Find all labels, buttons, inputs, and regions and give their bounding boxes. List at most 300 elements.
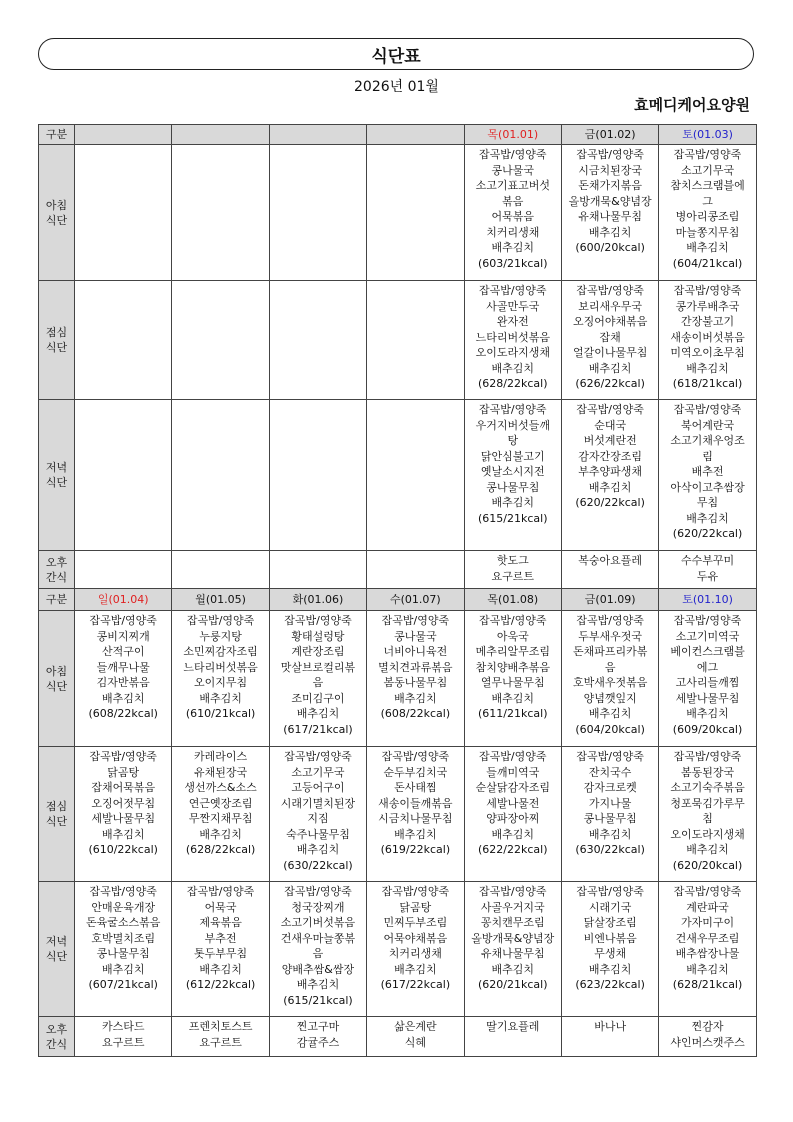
menu-item: 맛살브로컬리볶	[280, 660, 356, 674]
lunch-menu-cell	[561, 747, 658, 882]
lunch-menu-cell	[659, 281, 756, 400]
menu-item: 사골우거지국	[480, 900, 545, 914]
menu-item: 배추김치	[588, 225, 632, 239]
date-cell: 금(01.09)	[561, 589, 658, 611]
date-cell	[172, 125, 269, 145]
menu-item: 소민찌감자조림	[183, 645, 258, 658]
menu-item: (628/22kcal)	[478, 377, 548, 390]
menu-item: 잡곡밥/영양죽	[89, 885, 157, 898]
menu-item: (617/22kcal)	[380, 978, 451, 991]
menu-item: 잡곡밥/영양죽	[576, 284, 644, 297]
menu-item: 소고기숙주볶음	[670, 781, 745, 794]
menu-item: 가자미구이	[680, 916, 735, 929]
lunch-menu-cell	[464, 747, 561, 882]
snack-menu-cell	[269, 1017, 366, 1057]
lunch-menu-cell	[464, 281, 561, 400]
menu-item: 배추쌈장나물	[675, 947, 740, 960]
menu-item: 잔치국수	[588, 765, 632, 779]
org-name: 효메디케어요양원	[634, 96, 750, 114]
menu-item: 멸치견과류볶음	[378, 660, 453, 674]
menu-item: 배추김치	[686, 241, 729, 254]
menu-item: (607/21kcal)	[88, 978, 158, 991]
menu-item: 콩나물국	[491, 163, 535, 177]
breakfast-menu-cell	[75, 611, 172, 747]
meal-table	[38, 124, 757, 1057]
menu-item: 순두부김치국	[383, 765, 448, 779]
menu-item: 유채나물무침	[578, 210, 643, 223]
menu-item: (628/22kcal)	[185, 843, 256, 856]
lunch-menu-cell	[75, 281, 172, 400]
menu-item: 배추김치	[101, 962, 145, 976]
menu-item: 돈채파프리카볶	[572, 645, 648, 658]
menu-item: (612/22kcal)	[185, 978, 256, 991]
row-label-dinner: 저녁 식단	[39, 882, 75, 1017]
week-1-date-row	[39, 125, 757, 145]
menu-item: 어묵국	[204, 900, 237, 914]
menu-item: 무짠지채무침	[188, 812, 253, 825]
menu-item: 잡곡밥/영양죽	[479, 885, 547, 898]
breakfast-menu-cell	[561, 611, 658, 747]
menu-item: 새송이들깨볶음	[378, 796, 453, 810]
menu-item: 유채된장국	[194, 765, 248, 779]
menu-item: (604/21kcal)	[672, 256, 743, 270]
breakfast-menu-cell	[561, 145, 658, 281]
menu-item: 잡곡밥/영양죽	[673, 750, 742, 763]
menu-item: 잡곡밥/영양죽	[479, 750, 547, 763]
menu-item: 생선까스&소스	[184, 781, 257, 794]
menu-item: 아욱국	[496, 629, 529, 643]
menu-item: 잡곡밥/영양죽	[673, 284, 742, 297]
menu-item: 얼갈이나물무침	[572, 346, 648, 359]
menu-item: (618/21kcal)	[672, 377, 743, 390]
menu-item: 건새우마늘쫑볶	[280, 931, 356, 945]
menu-item: 민찌두부조림	[383, 916, 448, 929]
dinner-menu-cell	[561, 882, 658, 1017]
dinner-menu-cell	[464, 400, 561, 551]
menu-item: 부추전	[204, 931, 237, 945]
menu-item: 오징어야채볶음	[572, 315, 648, 328]
menu-item: 두유	[696, 569, 719, 583]
menu-item: (630/22kcal)	[575, 843, 645, 856]
menu-item: 호박멸치조림	[91, 931, 156, 945]
menu-item: 배추김치	[588, 962, 632, 976]
menu-item: 배추김치	[199, 827, 242, 841]
dinner-menu-cell	[172, 882, 269, 1017]
menu-item: 잡곡밥/영양죽	[479, 148, 547, 161]
snack-menu-cell	[659, 1017, 756, 1057]
snack-menu-cell	[561, 551, 658, 589]
menu-item: 병아리콩조림	[675, 210, 740, 223]
menu-item: 올방개묵&양념장	[471, 931, 555, 945]
menu-item: 배추김치	[686, 962, 729, 976]
menu-item: 잡곡밥/영양죽	[576, 885, 644, 898]
menu-item: 베이컨스크램블	[670, 645, 745, 658]
menu-item: 배추전	[691, 465, 724, 478]
menu-item: (610/22kcal)	[88, 843, 158, 856]
menu-item: 톳두부무침	[194, 947, 248, 960]
menu-item: (623/22kcal)	[575, 978, 645, 991]
menu-item: 오이도라지생채	[670, 827, 745, 841]
menu-item: 산적구이	[101, 645, 145, 658]
menu-item: 닭살장조림	[583, 916, 637, 929]
menu-item: 북어계란국	[680, 418, 735, 432]
menu-item: 양파장아찌	[486, 812, 540, 825]
menu-item: 음	[312, 676, 324, 689]
menu-item: 잡곡밥/영양죽	[381, 614, 450, 627]
menu-item: 숙주나물무침	[286, 827, 350, 841]
date-cell: 목(01.08)	[464, 589, 561, 611]
menu-item: 우거지버섯들깨	[475, 418, 550, 432]
menu-item: 찐고구마	[296, 1020, 340, 1033]
menu-item: 간장불고기	[680, 315, 735, 328]
dinner-menu-cell	[659, 400, 756, 551]
menu-item: 봄동나물무침	[383, 676, 448, 689]
menu-item: 콩나물국	[394, 629, 437, 643]
menu-item: 안매운육개장	[91, 900, 156, 914]
menu-item: 콩나물무침	[96, 947, 150, 960]
menu-item: 잡곡밥/영양죽	[89, 614, 157, 627]
menu-item: 닭곰탕	[107, 765, 140, 779]
menu-item: 시금치나물무침	[378, 812, 453, 825]
menu-item: 사골만두국	[486, 299, 540, 313]
row-label-gubun: 구분	[39, 125, 75, 145]
menu-item: 소고기미역국	[675, 629, 740, 643]
menu-item: 고사리들깨찜	[675, 676, 740, 689]
snack-menu-cell	[659, 551, 756, 589]
menu-item: 배추김치	[101, 691, 145, 705]
menu-item: 잡곡밥/영양죽	[284, 885, 352, 898]
date-cell	[75, 125, 172, 145]
menu-item: 잡곡밥/영양죽	[576, 614, 644, 627]
menu-item: 복숭아요플레	[578, 554, 643, 567]
menu-item: 배추김치	[588, 707, 632, 720]
menu-item: 배추김치	[296, 978, 340, 991]
title-box	[38, 38, 754, 70]
menu-item: 배추김치	[686, 361, 729, 375]
menu-item: 배추김치	[394, 691, 437, 705]
menu-item: 배추김치	[394, 827, 437, 841]
date-cell: 토(01.03)	[659, 125, 756, 145]
menu-item: 양배추쌈&쌈장	[281, 962, 355, 976]
menu-item: 림	[702, 449, 713, 463]
menu-item: (609/20kcal)	[672, 722, 743, 736]
menu-item: 삶은계란	[394, 1020, 437, 1033]
menu-item: 잡곡밥/영양죽	[186, 885, 255, 898]
menu-item: 배추김치	[491, 691, 535, 705]
date-cell: 수(01.07)	[367, 589, 464, 611]
snack-menu-cell	[172, 551, 269, 589]
snack-menu-cell	[561, 1017, 658, 1057]
date-cell: 토(01.10)	[659, 589, 756, 611]
menu-item: 배추김치	[686, 707, 729, 720]
menu-item: 잡곡밥/영양죽	[381, 750, 450, 763]
menu-item: 오이도라지생채	[475, 346, 550, 359]
menu-item: 버섯계란전	[583, 434, 637, 447]
menu-item: (620/22kcal)	[672, 527, 743, 540]
menu-item: (615/21kcal)	[283, 993, 353, 1007]
row-label-snack: 오후 간식	[39, 1017, 75, 1057]
menu-item: 배추김치	[588, 361, 632, 375]
menu-item: 치커리생채	[486, 225, 540, 239]
menu-item: 순살닭감자조림	[475, 781, 550, 794]
week-2-lunch-row	[39, 747, 757, 882]
menu-item: 잡곡밥/영양죽	[673, 614, 742, 627]
menu-item: 소고기무국	[291, 765, 345, 779]
date-cell	[269, 125, 366, 145]
menu-item: 세발나물무침	[91, 812, 156, 825]
menu-item: 잡곡밥/영양죽	[479, 284, 547, 297]
menu-item: 느타리버섯볶음	[475, 330, 550, 344]
breakfast-menu-cell	[464, 611, 561, 747]
menu-item: 보리새우무국	[578, 299, 643, 313]
menu-item: (611/21kcal)	[478, 707, 548, 720]
menu-item: 소고기채우엉조	[670, 434, 745, 447]
snack-menu-cell	[75, 1017, 172, 1057]
menu-item: 연근옛장조림	[188, 796, 253, 810]
menu-item: 미역오이초무침	[670, 346, 745, 359]
menu-item: 청포묵김가루무	[670, 796, 745, 810]
menu-item: 계란파국	[686, 900, 729, 914]
menu-item: 꽁치캔무조림	[480, 916, 545, 929]
menu-item: 참치양배추볶음	[475, 660, 550, 674]
menu-item: 그	[702, 194, 713, 208]
menu-item: 너비아니육전	[383, 645, 448, 658]
menu-item: 배추김치	[686, 511, 729, 525]
menu-item: 들깨무나물	[96, 660, 150, 674]
breakfast-menu-cell	[269, 145, 366, 281]
breakfast-menu-cell	[464, 145, 561, 281]
breakfast-menu-cell	[367, 145, 464, 281]
menu-item: 세발나물전	[486, 796, 540, 810]
menu-item: (600/20kcal)	[575, 241, 645, 254]
menu-item: 배추김치	[491, 361, 535, 375]
week-2-snack-row	[39, 1017, 757, 1057]
menu-item: 김자반볶음	[96, 676, 150, 689]
lunch-menu-cell	[561, 281, 658, 400]
menu-item: 치커리생채	[388, 947, 442, 960]
week-2-breakfast-row	[39, 611, 757, 747]
lunch-menu-cell	[172, 747, 269, 882]
menu-item: 잡곡밥/영양죽	[186, 614, 255, 627]
dinner-menu-cell	[561, 400, 658, 551]
menu-item: 배추김치	[588, 827, 632, 841]
menu-item: 새송이버섯볶음	[670, 330, 745, 344]
menu-item: 누룽지탕	[199, 629, 242, 643]
breakfast-menu-cell	[659, 611, 756, 747]
dinner-menu-cell	[367, 882, 464, 1017]
lunch-menu-cell	[659, 747, 756, 882]
menu-item: 샤인머스캣주스	[670, 1035, 745, 1049]
menu-item: 아삭이고추쌈장	[670, 480, 745, 494]
menu-item: (620/21kcal)	[478, 978, 548, 991]
menu-item: 잡곡밥/영양죽	[673, 885, 742, 898]
menu-item: 황태설렁탕	[291, 629, 345, 643]
breakfast-menu-cell	[367, 611, 464, 747]
menu-item: 배추김치	[588, 480, 632, 494]
menu-item: 잡곡밥/영양죽	[576, 750, 644, 763]
menu-item: 들깨미역국	[486, 765, 540, 779]
menu-item: 고등어구이	[291, 781, 345, 794]
menu-item: 어묵야채볶음	[383, 931, 448, 945]
lunch-menu-cell	[367, 747, 464, 882]
date-cell: 일(01.04)	[75, 589, 172, 611]
menu-item: (619/22kcal)	[380, 843, 451, 856]
menu-item: 참치스크램블에	[670, 179, 745, 192]
menu-item: 핫도그	[496, 554, 529, 567]
menu-item: 오징어젓무침	[91, 796, 156, 810]
menu-item: 가지나물	[588, 796, 632, 810]
menu-item: 콩가루배추국	[675, 299, 740, 313]
menu-item: (622/22kcal)	[478, 843, 548, 856]
lunch-menu-cell	[367, 281, 464, 400]
menu-item: 옛날소시지전	[480, 465, 545, 478]
menu-item: 식혜	[404, 1035, 426, 1049]
menu-item: 잡곡밥/영양죽	[673, 403, 742, 416]
menu-item: 요구르트	[101, 1035, 145, 1049]
breakfast-menu-cell	[172, 611, 269, 747]
menu-item: 음	[604, 660, 616, 674]
menu-item: 시금치된장국	[578, 163, 643, 177]
menu-item: 콩나물무침	[486, 480, 540, 494]
menu-item: 배추김치	[491, 241, 535, 254]
menu-item: (620/22kcal)	[575, 496, 645, 509]
menu-item: 딸기요플레	[486, 1020, 540, 1033]
menu-item: 잡채어묵볶음	[91, 781, 156, 794]
date-cell	[367, 125, 464, 145]
menu-item: 느타리버섯볶음	[183, 660, 258, 674]
menu-item: 올방개묵&양념장	[568, 194, 652, 208]
menu-item: (610/21kcal)	[185, 707, 256, 720]
row-label-snack: 오후 간식	[39, 551, 75, 589]
dinner-menu-cell	[75, 400, 172, 551]
menu-item: 호박새우젓볶음	[572, 676, 648, 689]
menu-item: (608/22kcal)	[380, 707, 451, 720]
menu-item: 잡곡밥/영양죽	[576, 403, 644, 416]
menu-item: 잡곡밥/영양죽	[284, 750, 352, 763]
menu-item: 잡곡밥/영양죽	[381, 885, 450, 898]
menu-item: 시래기국	[588, 900, 632, 914]
menu-item: 순대국	[594, 418, 627, 432]
menu-item: 배추김치	[491, 496, 535, 509]
menu-item: 메추리알무조림	[475, 645, 550, 658]
row-label-dinner: 저녁 식단	[39, 400, 75, 551]
menu-item: 감자간장조림	[578, 449, 643, 463]
date-cell: 화(01.06)	[269, 589, 366, 611]
menu-item: (615/21kcal)	[478, 511, 548, 525]
menu-item: 감귤주스	[296, 1035, 340, 1049]
menu-item: 콩나물무침	[583, 812, 637, 825]
row-label-breakfast: 아침 식단	[39, 611, 75, 747]
menu-item: 닭안심불고기	[480, 449, 545, 463]
menu-item: 잡곡밥/영양죽	[479, 403, 547, 416]
menu-item: 지짐	[307, 812, 329, 825]
date-cell: 목(01.01)	[464, 125, 561, 145]
menu-item: 세발나물무침	[675, 691, 740, 705]
menu-item: 침	[702, 812, 713, 825]
row-label-breakfast: 아침 식단	[39, 145, 75, 281]
menu-item: 완자전	[496, 315, 529, 328]
menu-item: (608/22kcal)	[88, 707, 158, 720]
menu-item: 소고기무국	[680, 163, 735, 177]
menu-item: 요구르트	[199, 1035, 242, 1049]
menu-item: 돈육굴소스볶음	[86, 916, 161, 929]
row-label-lunch: 점심 식단	[39, 747, 75, 882]
breakfast-menu-cell	[659, 145, 756, 281]
menu-item: 계란장조림	[291, 645, 345, 658]
menu-item: (604/20kcal)	[575, 722, 645, 736]
lunch-menu-cell	[269, 281, 366, 400]
breakfast-menu-cell	[269, 611, 366, 747]
menu-item: 제육볶음	[199, 916, 242, 929]
menu-item: (620/20kcal)	[672, 858, 743, 872]
week-2-date-row	[39, 589, 757, 611]
menu-item: 찐감자	[691, 1020, 724, 1033]
menu-item: 어묵볶음	[491, 210, 535, 223]
menu-item: 배추김치	[296, 707, 340, 720]
snack-menu-cell	[172, 1017, 269, 1057]
menu-item: 두부새우젓국	[578, 629, 643, 643]
menu-item: 부추양파생채	[578, 465, 643, 478]
menu-item: 잡곡밥/영양죽	[576, 148, 644, 161]
menu-item: 음	[312, 947, 324, 960]
snack-menu-cell	[367, 551, 464, 589]
menu-item: 에그	[696, 660, 719, 674]
dinner-menu-cell	[172, 400, 269, 551]
menu-item: 소고기표고버섯	[475, 179, 550, 192]
week-1-dinner-row	[39, 400, 757, 551]
week-2-dinner-row	[39, 882, 757, 1017]
lunch-menu-cell	[75, 747, 172, 882]
menu-item: 프렌치토스트	[188, 1020, 253, 1033]
menu-item: 봄동된장국	[680, 765, 735, 779]
menu-item: 탕	[507, 434, 519, 447]
snack-menu-cell	[75, 551, 172, 589]
menu-item: 배추김치	[199, 691, 242, 705]
menu-item: 배추김치	[491, 827, 535, 841]
menu-item: 닭곰탕	[399, 900, 432, 914]
menu-item: 돈사태찜	[394, 781, 437, 794]
menu-item: 잡곡밥/영양죽	[284, 614, 352, 627]
menu-item: 양념깻잎지	[583, 691, 637, 705]
menu-item: 콩비지찌개	[96, 629, 150, 643]
breakfast-menu-cell	[75, 145, 172, 281]
breakfast-menu-cell	[172, 145, 269, 281]
lunch-menu-cell	[172, 281, 269, 400]
snack-menu-cell	[269, 551, 366, 589]
snack-menu-cell	[464, 551, 561, 589]
lunch-menu-cell	[269, 747, 366, 882]
date-cell: 금(01.02)	[561, 125, 658, 145]
date-cell: 월(01.05)	[172, 589, 269, 611]
menu-item: 배추김치	[394, 962, 437, 976]
week-1-snack-row	[39, 551, 757, 589]
menu-item: (630/22kcal)	[283, 858, 353, 872]
menu-item: (617/21kcal)	[283, 722, 353, 736]
menu-item: 바나나	[594, 1020, 627, 1033]
menu-item: 배추김치	[491, 962, 535, 976]
menu-item: 배추김치	[686, 843, 729, 856]
menu-item: 수수부꾸미	[680, 554, 735, 567]
dinner-menu-cell	[269, 400, 366, 551]
menu-item: 소고기버섯볶음	[280, 916, 356, 929]
dinner-menu-cell	[75, 882, 172, 1017]
menu-item: 배추김치	[296, 843, 340, 856]
menu-item: 카레라이스	[194, 750, 248, 763]
dinner-menu-cell	[367, 400, 464, 551]
row-label-lunch: 점심 식단	[39, 281, 75, 400]
menu-item: 마늘쫑지무침	[675, 225, 740, 239]
menu-item: 감자크로켓	[583, 781, 637, 794]
